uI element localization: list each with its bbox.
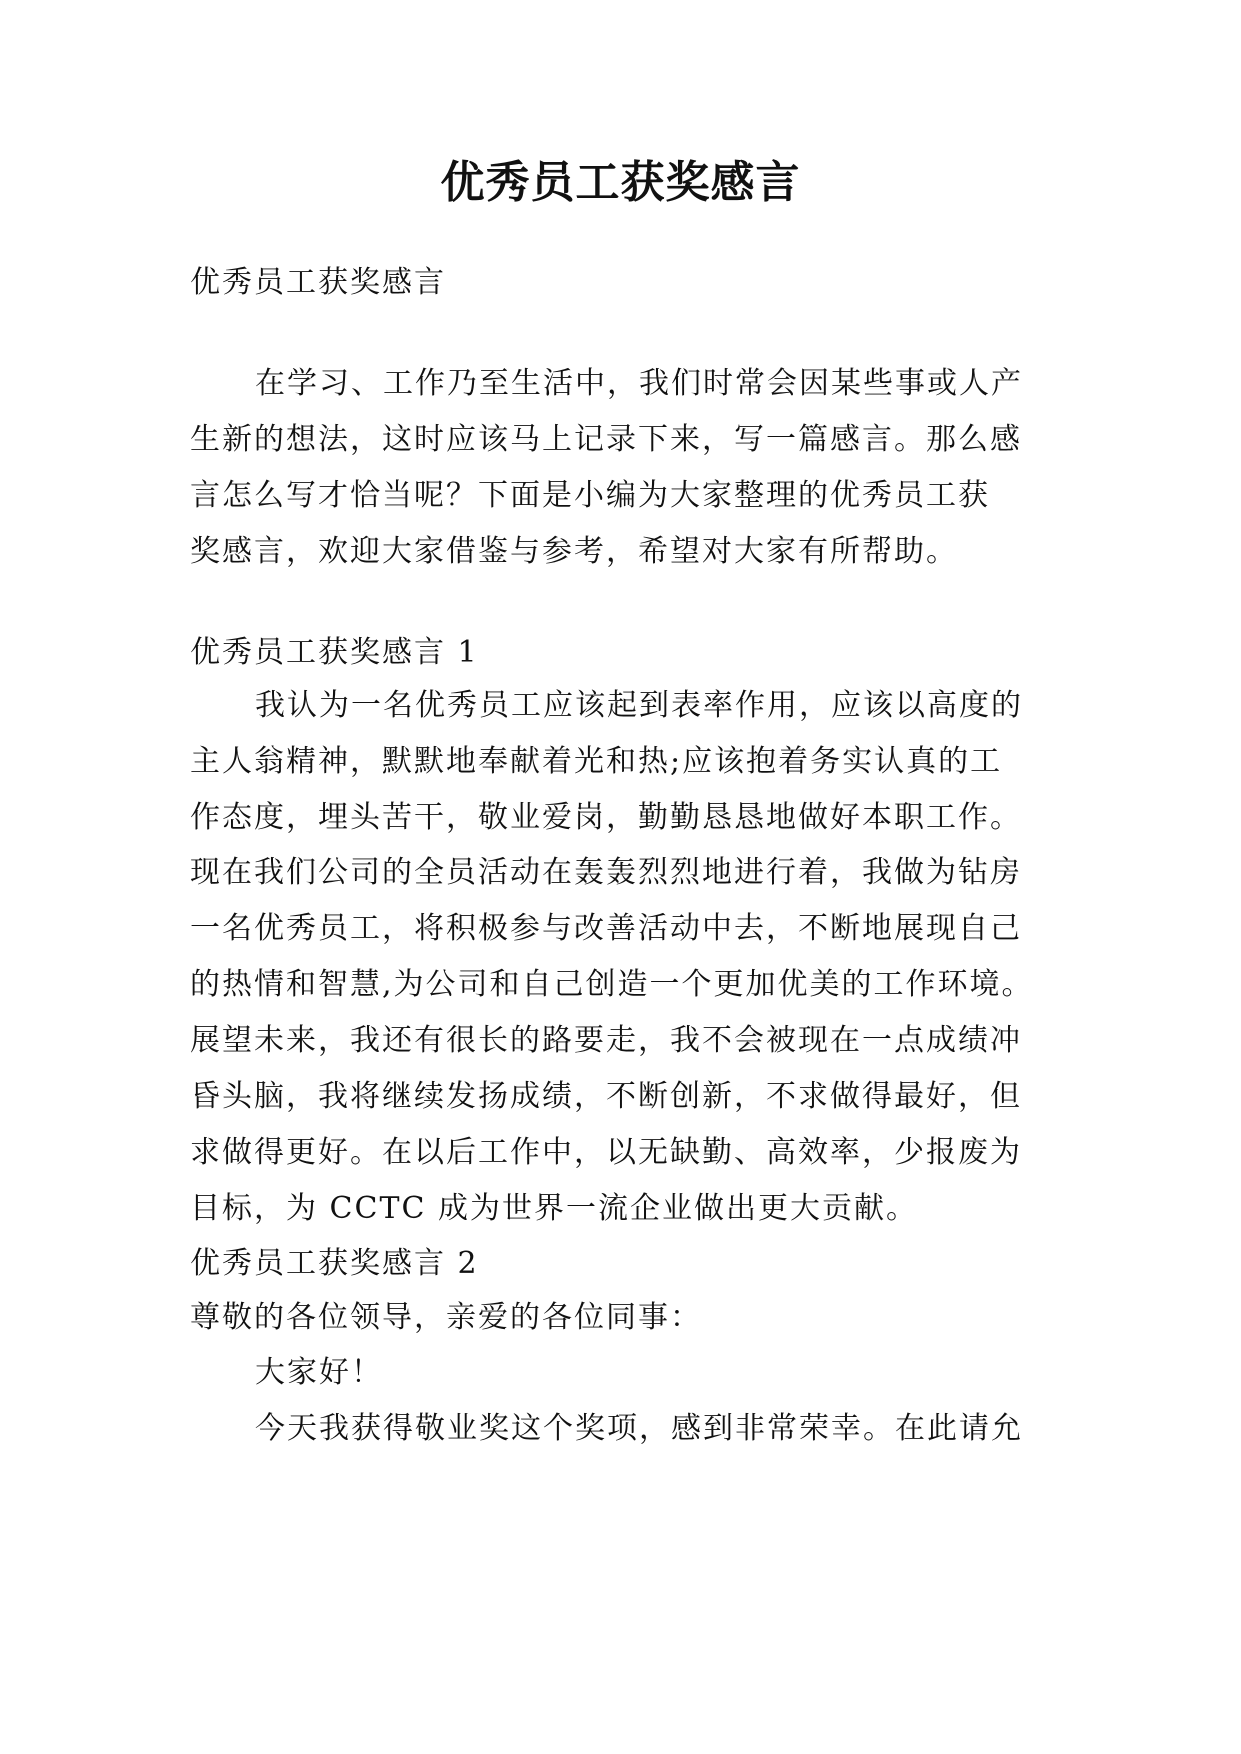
paragraph-line: 言怎么写才恰当呢？下面是小编为大家整理的优秀员工获	[190, 478, 990, 513]
paragraph-line: 生新的想法，这时应该马上记录下来，写一篇感言。那么感	[190, 422, 1022, 457]
paragraph-line: 奖感言，欢迎大家借鉴与参考，希望对大家有所帮助。	[190, 534, 958, 569]
paragraph-line: 一名优秀员工，将积极参与改善活动中去，不断地展现自己	[190, 911, 1022, 946]
salutation: 尊敬的各位领导，亲爱的各位同事：	[190, 1300, 702, 1335]
paragraph-line: 的热情和智慧,为公司和自己创造一个更加优美的工作环境。	[190, 967, 1034, 1002]
document-subtitle: 优秀员工获奖感言	[190, 265, 446, 300]
greeting: 大家好！	[255, 1355, 383, 1390]
section-heading-2: 优秀员工获奖感言 2	[190, 1246, 479, 1281]
paragraph-line: 在学习、工作乃至生活中，我们时常会因某些事或人产	[255, 366, 1023, 401]
paragraph-line: 展望未来，我还有很长的路要走，我不会被现在一点成绩冲	[190, 1023, 1022, 1058]
paragraph-line: 作态度，埋头苦干，敬业爱岗，勤勤恳恳地做好本职工作。	[190, 800, 1022, 835]
paragraph-line: 主人翁精神，默默地奉献着光和热;应该抱着务实认真的工	[190, 744, 1003, 779]
paragraph-line: 目标，为 CCTC 成为世界一流企业做出更大贡献。	[190, 1191, 918, 1226]
paragraph-line: 我认为一名优秀员工应该起到表率作用，应该以高度的	[255, 688, 1023, 723]
paragraph-line: 现在我们公司的全员活动在轰轰烈烈地进行着，我做为钻房	[190, 855, 1022, 890]
section-heading-1: 优秀员工获奖感言 1	[190, 635, 479, 670]
paragraph-line: 今天我获得敬业奖这个奖项，感到非常荣幸。在此请允	[255, 1411, 1023, 1446]
paragraph-line: 昏头脑，我将继续发扬成绩，不断创新，不求做得最好，但	[190, 1079, 1022, 1114]
document-title: 优秀员工获奖感言	[440, 157, 801, 208]
paragraph-line: 求做得更好。在以后工作中，以无缺勤、高效率，少报废为	[190, 1135, 1022, 1170]
